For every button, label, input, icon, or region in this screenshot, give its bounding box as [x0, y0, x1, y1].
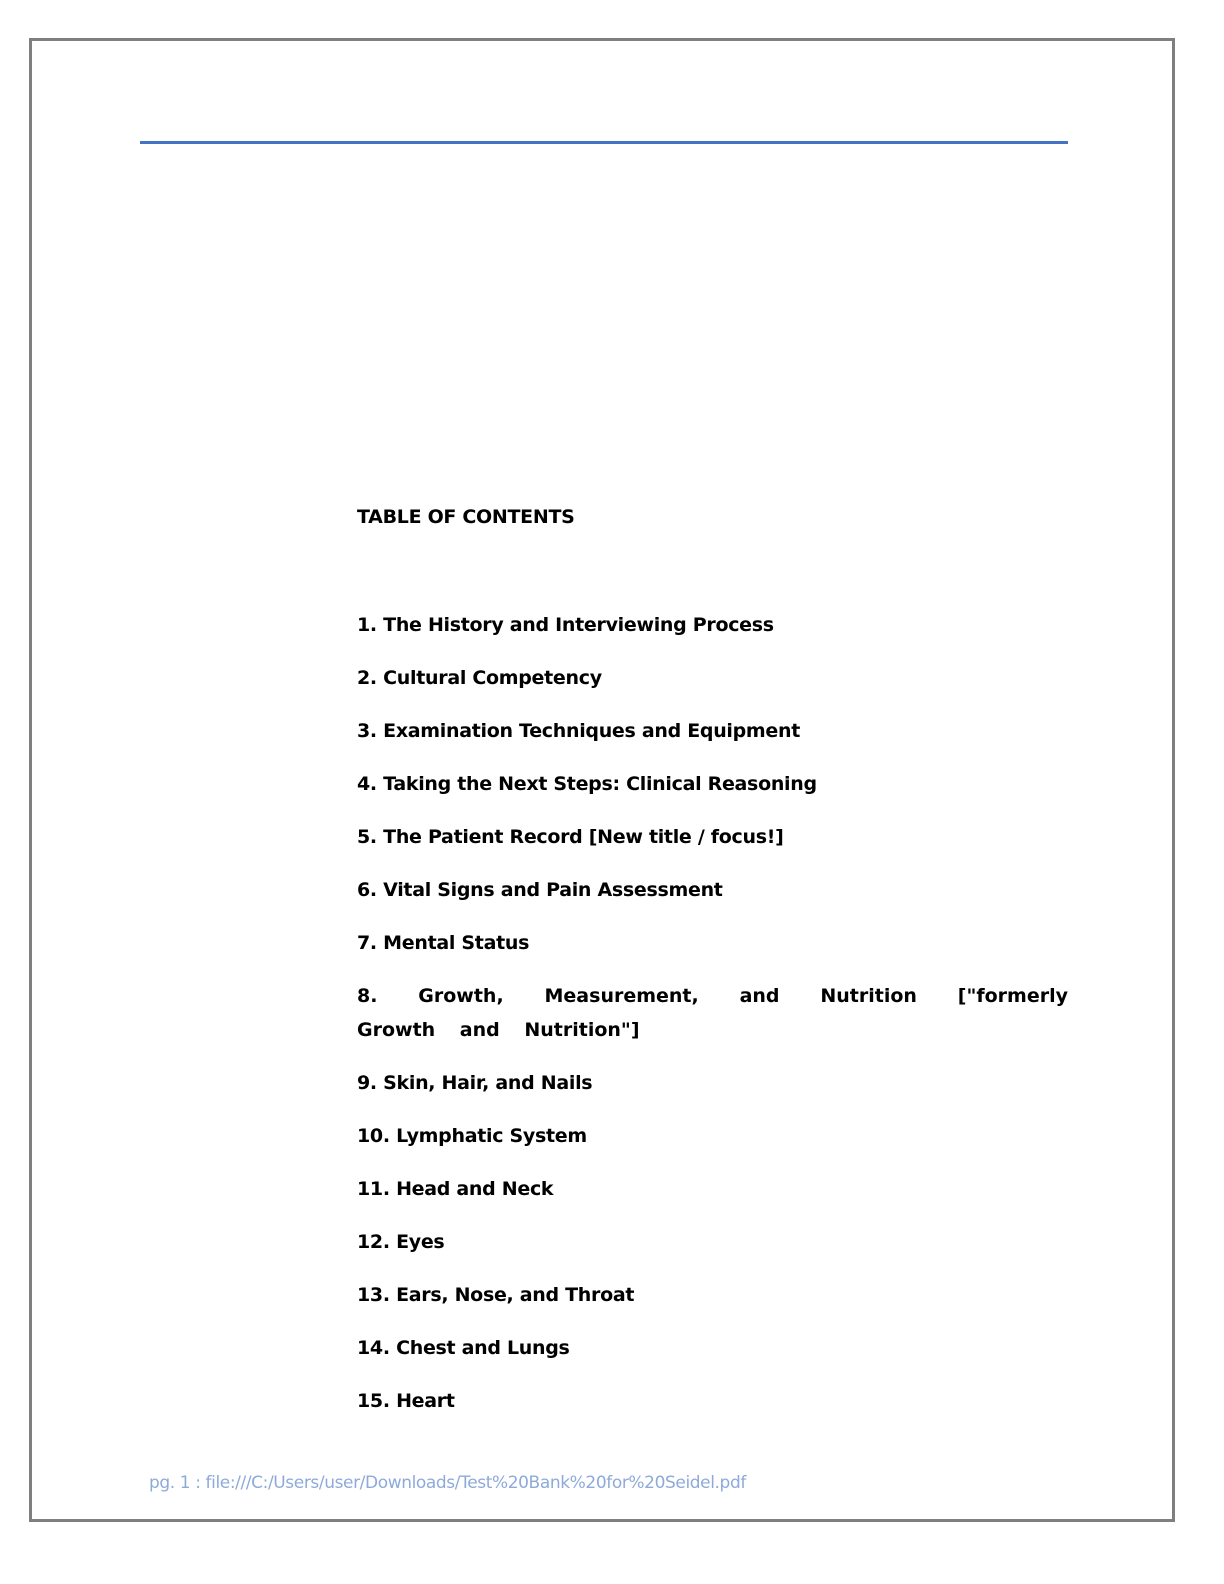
toc-item: 6. Vital Signs and Pain Assessment	[357, 879, 723, 901]
toc-item: 15. Heart	[357, 1390, 455, 1412]
page-footer: pg. 1 : file:///C:/Users/user/Downloads/Test%20Bank%20for%20Seidel.pdf	[149, 1473, 746, 1493]
toc-item: 4. Taking the Next Steps: Clinical Reasoning	[357, 773, 817, 795]
toc-item: 5. The Patient Record [New title / focus!]	[357, 826, 784, 848]
toc-item: 10. Lymphatic System	[357, 1125, 587, 1147]
toc-item: 12. Eyes	[357, 1231, 445, 1253]
toc-item: 11. Head and Neck	[357, 1178, 554, 1200]
header-rule	[140, 141, 1068, 144]
toc-item: 1. The History and Interviewing Process	[357, 614, 774, 636]
toc-item: 9. Skin, Hair, and Nails	[357, 1072, 593, 1094]
toc-item: 8. Growth, Measurement, and Nutrition ["formerly Growth and Nutrition"]	[357, 985, 1068, 1041]
toc-item: 14. Chest and Lungs	[357, 1337, 570, 1359]
table-of-contents	[357, 503, 1068, 1412]
toc-item: 3. Examination Techniques and Equipment	[357, 720, 801, 742]
toc-item: 2. Cultural Competency	[357, 667, 602, 689]
toc-item: 7. Mental Status	[357, 932, 530, 954]
toc-item: 13. Ears, Nose, and Throat	[357, 1284, 635, 1306]
toc-title: TABLE OF CONTENTS	[357, 506, 575, 528]
toc-list	[357, 608, 1068, 1437]
